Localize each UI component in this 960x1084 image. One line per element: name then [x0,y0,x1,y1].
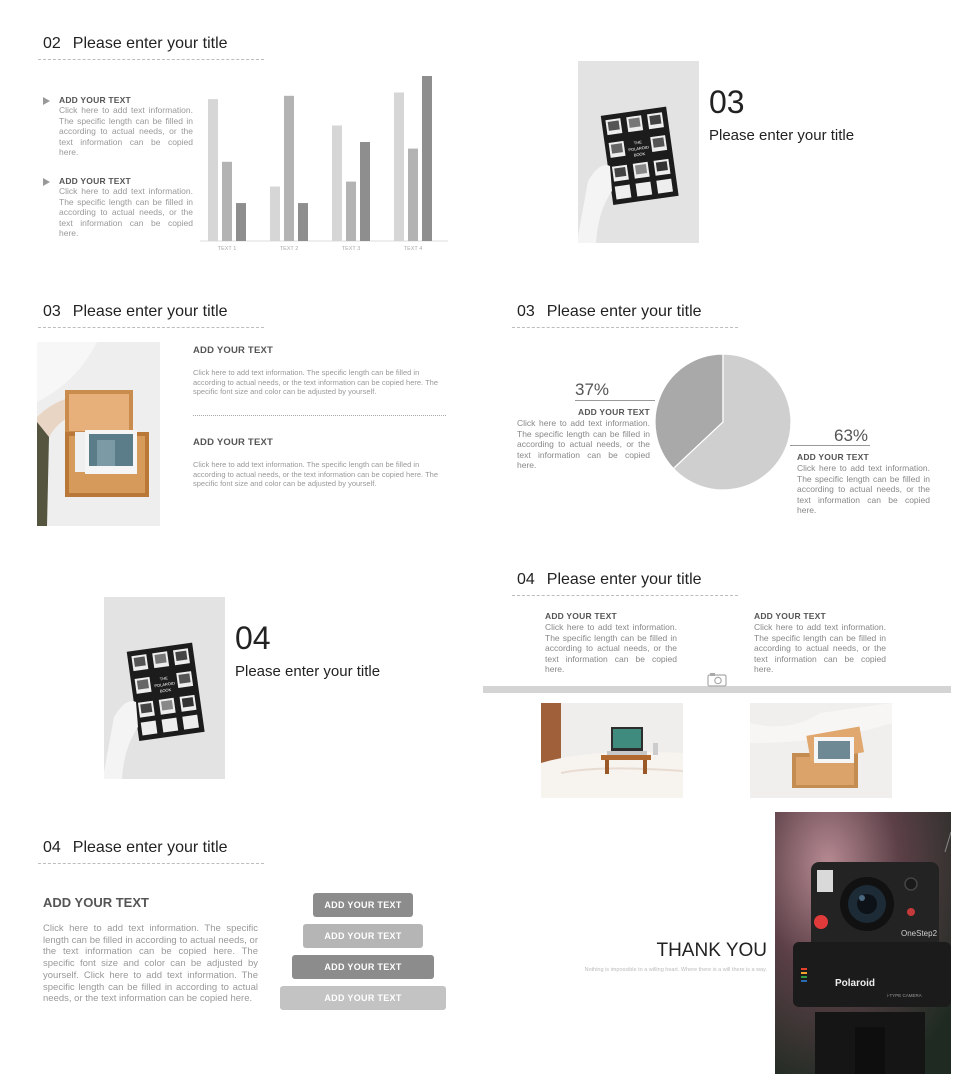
slide3-item-1-heading: ADD YOUR TEXT [193,345,274,356]
svg-text:BOOK: BOOK [159,687,172,694]
thank-you-subtitle: Nothing is impossible to a willing heart. Where there is a will there is a way. [584,967,767,973]
slide3-item-2-heading: ADD YOUR TEXT [193,437,274,448]
bar-series-2-text-2 [284,96,294,241]
x-tick-label: TEXT 3 [341,246,361,252]
pie-chart [650,349,796,495]
pyramid-button-2[interactable]: ADD YOUR TEXT [303,924,423,948]
pie-leader-line-2 [790,445,870,446]
svg-text:POLAROID: POLAROID [628,144,650,153]
bar-series-1-text-3 [332,126,342,242]
bar-series-3-text-4 [422,76,432,241]
triangle-bullet-icon [43,97,50,105]
slide6-item-1-heading: ADD YOUR TEXT [545,611,617,621]
photo-box-illustration [750,703,892,798]
bar-series-3-text-2 [298,203,308,241]
bar-series-2-text-1 [222,162,232,241]
slide4-title: 03 Please enter your title [517,303,702,320]
pie-label-63: 63% [834,426,869,445]
camera-icon [707,672,727,687]
slide6-item-1-body: Click here to add text information. The specific length can be filled in according to actual needs, or the text information can be copied here. [545,622,677,674]
bar-chart [200,70,450,255]
slide6-title: 04 Please enter your title [517,571,702,588]
bar-series-1-text-2 [270,187,280,241]
slide3-item-1-body: Click here to add text information. The specific length can be filled in according to actual needs, or the text information can be copied here. The specific font size and color can be adjusted by yourself. [193,368,439,396]
x-tick-label: TEXT 2 [279,246,299,252]
slide6-item-2-body: Click here to add text information. The specific length can be filled in according to actual needs, or the text information can be copied here. [754,622,886,674]
slide4-item-1-heading: ADD YOUR TEXT [578,407,650,417]
laptop-bed-photo [541,703,683,798]
slide3-item-2-body: Click here to add text information. The specific length can be filled in according to actual needs, or the text information can be copied here. The specific font size and color can be adjusted by yourself. [193,460,439,488]
slide7-body: Click here to add text information. The specific length can be filled in according to actual needs, or the text information can be copied here. The specific font size and color can be adjusted by yourself. Click here to add text information. The specific length can be filled in according to actual needs, or the text information can be copied here. [43,923,258,1005]
slide6-divider [512,595,738,596]
pie-label-37: 37% [575,380,610,399]
slide2-number: 03 [709,84,745,120]
polaroid-book-illustration [578,61,699,243]
wooden-box-illustration [37,342,160,526]
slide2-title: Please enter your title [709,127,855,144]
photo-box-photo [750,703,892,798]
polaroid-book-photo [578,61,699,243]
pyramid-button-3[interactable]: ADD YOUR TEXT [292,955,434,979]
camera-brand-label: Polaroid [835,978,876,989]
bar-series-1-text-4 [394,93,404,242]
polaroid-camera-photo [775,812,951,1074]
slide3-separator [193,415,446,416]
slide3-title: 03 Please enter your title [43,303,228,320]
polaroid-book-illustration [104,597,225,779]
svg-text:THE: THE [633,139,643,146]
bar-series-1-text-1 [208,99,218,241]
slide4-item-1-body: Click here to add text information. The specific length can be filled in according to actual needs, or the text information can be copied here. [517,418,650,470]
slide7-title: 04 Please enter your title [43,839,228,856]
bar-series-2-text-3 [346,182,356,241]
svg-text:POLAROID: POLAROID [154,680,176,689]
camera-type-label: i-TYPE CAMERA [887,993,922,998]
bar-series-3-text-3 [360,142,370,241]
polaroid-camera-illustration [775,812,951,1074]
slide3-divider [38,327,264,328]
pie-leader-line-1 [575,400,655,401]
thank-you-title: THANK YOU [656,940,767,961]
slide1-divider [38,59,264,60]
triangle-bullet-icon [43,178,50,186]
slide7-heading: ADD YOUR TEXT [43,895,149,910]
slide4-divider [512,327,738,328]
polaroid-book-photo-2 [104,597,225,779]
slide1-item-2: ADD YOUR TEXT Click here to add text information. The specific length can be filled in according to actual needs, or the text information can be copied here. [43,176,193,239]
x-tick-label: TEXT 1 [217,246,237,252]
bar-series-3-text-1 [236,203,246,241]
pyramid-button-4[interactable]: ADD YOUR TEXT [280,986,446,1010]
slide5-title: Please enter your title [235,663,381,680]
bar-series-2-text-4 [408,149,418,241]
slide4-item-2-heading: ADD YOUR TEXT [797,452,869,462]
slide7-divider [38,863,264,864]
wooden-box-photo [37,342,160,526]
slide6-item-2-heading: ADD YOUR TEXT [754,611,826,621]
laptop-bed-illustration [541,703,683,798]
slide5-number: 04 [235,620,271,656]
slide4-item-2-body: Click here to add text information. The specific length can be filled in according to actual needs, or the text information can be copied here. [797,463,930,515]
pyramid-button-1[interactable]: ADD YOUR TEXT [313,893,413,917]
x-tick-label: TEXT 4 [403,246,423,252]
slide1-item-1: ADD YOUR TEXT Click here to add text information. The specific length can be filled in according to actual needs, or the text information can be copied here. [43,95,193,158]
slide1-title: 02 Please enter your title [43,35,228,52]
svg-text:BOOK: BOOK [633,151,646,158]
timeline-bar [483,686,951,693]
svg-text:THE: THE [159,675,169,682]
camera-model-label: OneStep2 [901,929,938,938]
